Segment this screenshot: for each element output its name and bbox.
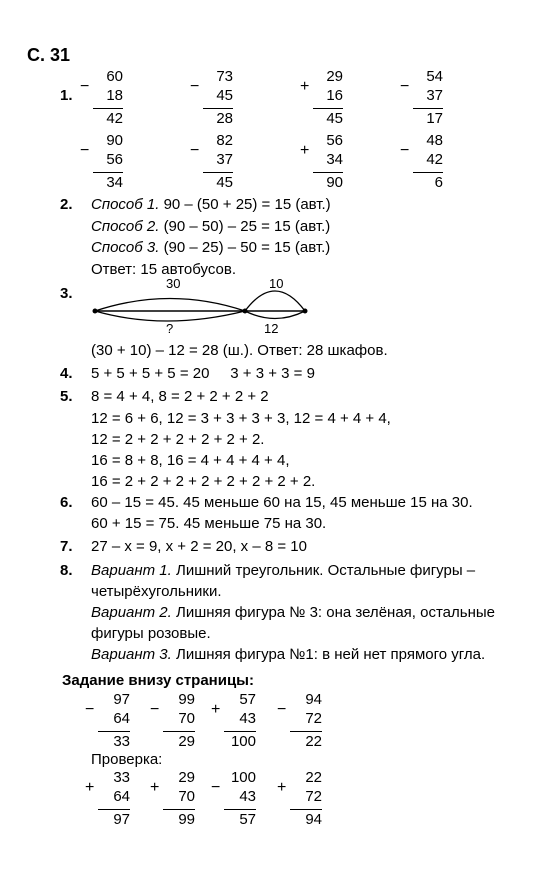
operand-top: 90 (106, 132, 123, 149)
result: 22 (305, 733, 322, 750)
result: 28 (216, 110, 233, 127)
operand-bottom: 42 (426, 151, 443, 168)
task-number: 1. (60, 87, 73, 104)
result: 29 (178, 733, 195, 750)
result: 42 (106, 110, 123, 127)
variant-label: Вариант 3. (91, 646, 172, 663)
result-line (163, 809, 195, 810)
operand-bottom: 72 (305, 710, 322, 727)
operand-bottom: 43 (239, 710, 256, 727)
point (93, 309, 98, 314)
result-line (163, 731, 195, 732)
result: 97 (113, 811, 130, 828)
solution-line: 8 = 4 + 4, 8 = 2 + 2 + 2 + 2 (91, 388, 269, 405)
task-number: 6. (60, 494, 73, 511)
operand-top: 29 (326, 68, 343, 85)
variant-text: Лишняя фигура № 3: она зелёная, остальные (175, 604, 495, 621)
variant-line (91, 647, 485, 662)
arc-30 (95, 299, 245, 312)
column-operation (190, 68, 233, 130)
operation-sign: + (300, 142, 310, 159)
operand-top: 60 (106, 68, 123, 85)
result-line (313, 172, 343, 173)
result-line (413, 172, 443, 173)
label-30: 30 (166, 276, 181, 291)
solution-line: 60 – 15 = 45. 45 меньше 60 на 15, 45 меньше 15 на 30. (91, 494, 473, 511)
arc-10 (245, 291, 305, 311)
answer-line: Ответ: 15 автобусов. (91, 261, 237, 278)
operand-bottom: 64 (113, 710, 130, 727)
result-line (224, 809, 256, 810)
variant-text: Лишний треугольник. Остальные фигуры – (175, 562, 476, 579)
operation-sign: + (211, 701, 221, 718)
variant-line (91, 605, 495, 620)
operand-bottom: 70 (178, 788, 195, 805)
column-operation (150, 691, 195, 753)
method-label: Способ 3. (91, 239, 160, 256)
result-line (290, 731, 322, 732)
operation-sign: − (400, 142, 410, 159)
operand-bottom: 56 (106, 151, 123, 168)
method-line (91, 219, 330, 234)
operand-bottom: 37 (426, 87, 443, 104)
result: 17 (426, 110, 443, 127)
solution-line: 60 + 15 = 75. 45 меньше 75 на 30. (91, 515, 327, 532)
segment-diagram (85, 276, 325, 336)
page-label: С. 31 (27, 45, 71, 65)
method-line (91, 197, 331, 212)
operand-bottom: 45 (216, 87, 233, 104)
result: 94 (305, 811, 322, 828)
operand-top: 56 (326, 132, 343, 149)
result-line (93, 108, 123, 109)
result-line (290, 809, 322, 810)
column-operation (211, 769, 256, 831)
operand-top: 33 (113, 769, 130, 786)
operand-top: 22 (305, 769, 322, 786)
operand-top: 29 (178, 769, 195, 786)
label-question: ? (166, 321, 174, 336)
arc-question (95, 311, 245, 321)
operand-bottom: 64 (113, 788, 130, 805)
column-operation (300, 68, 343, 130)
operand-top: 82 (216, 132, 233, 149)
method-expression: 90 – (50 + 25) = 15 (авт.) (163, 196, 331, 213)
operation-sign: − (80, 142, 90, 159)
column-operation (300, 132, 343, 194)
method-label: Способ 1. (91, 196, 160, 213)
column-operation (211, 691, 256, 753)
result: 99 (178, 811, 195, 828)
method-label: Способ 2. (91, 218, 160, 235)
operation-sign: − (80, 78, 90, 95)
column-operation (190, 132, 233, 194)
task-number: 8. (60, 562, 73, 579)
task-number: 3. (60, 285, 73, 302)
operand-bottom: 34 (326, 151, 343, 168)
result: 45 (326, 110, 343, 127)
variant-line: четырёхугольники. (91, 583, 222, 600)
result: 90 (326, 174, 343, 191)
operand-bottom: 72 (305, 788, 322, 805)
operand-top: 48 (426, 132, 443, 149)
operation-sign: − (277, 701, 287, 718)
result: 100 (230, 733, 256, 750)
result: 45 (216, 174, 233, 191)
operation-sign: − (190, 78, 200, 95)
solution-line: 16 = 2 + 2 + 2 + 2 + 2 + 2 + 2 + 2. (91, 473, 316, 490)
operand-bottom: 43 (239, 788, 256, 805)
column-operation (277, 691, 322, 753)
operand-top: 99 (178, 691, 195, 708)
result-line (413, 108, 443, 109)
operand-top: 73 (216, 68, 233, 85)
operand-top: 54 (426, 68, 443, 85)
column-operation (85, 691, 130, 753)
task-number: 5. (60, 388, 73, 405)
result: 33 (113, 733, 130, 750)
solution-line: (30 + 10) – 12 = 28 (ш.). Ответ: 28 шкафов. (91, 342, 388, 359)
operation-sign: − (211, 779, 221, 796)
task-number: 7. (60, 538, 73, 555)
column-operation (80, 132, 123, 194)
result-line (313, 108, 343, 109)
operation-sign: + (85, 779, 95, 796)
variant-line: фигуры розовые. (91, 625, 211, 642)
column-operation (277, 769, 322, 831)
check-label: Проверка: (91, 751, 163, 768)
bottom-task-title: Задание внизу страницы: (62, 672, 254, 689)
method-expression: (90 – 50) – 25 = 15 (авт.) (163, 218, 331, 235)
label-12: 12 (264, 321, 279, 336)
result-line (93, 172, 123, 173)
result: 57 (239, 811, 256, 828)
operation-sign: + (300, 78, 310, 95)
operand-bottom: 37 (216, 151, 233, 168)
result-line (203, 108, 233, 109)
task-number: 2. (60, 196, 73, 213)
operand-top: 94 (305, 691, 322, 708)
operand-bottom: 70 (178, 710, 195, 727)
operation-sign: − (150, 701, 160, 718)
solution-line: 16 = 8 + 8, 16 = 4 + 4 + 4 + 4, (91, 452, 290, 469)
variant-line (91, 563, 475, 578)
point (303, 309, 308, 314)
arc-12 (245, 311, 305, 319)
column-operation (400, 132, 443, 194)
operand-bottom: 18 (106, 87, 123, 104)
operand-top: 57 (239, 691, 256, 708)
solution-line: 5 + 5 + 5 + 5 = 20 3 + 3 + 3 = 9 (91, 365, 315, 382)
operation-sign: + (150, 779, 160, 796)
variant-text: Лишняя фигура №1: в ней нет прямого угла. (175, 646, 486, 663)
variant-label: Вариант 1. (91, 562, 172, 579)
column-operation (80, 68, 123, 130)
operation-sign: − (190, 142, 200, 159)
solution-line: 12 = 6 + 6, 12 = 3 + 3 + 3 + 3, 12 = 4 + 4 + 4, (91, 410, 391, 427)
variant-label: Вариант 2. (91, 604, 172, 621)
result-line (203, 172, 233, 173)
point (243, 309, 248, 314)
method-expression: (90 – 25) – 50 = 15 (авт.) (163, 239, 331, 256)
task-number: 4. (60, 365, 73, 382)
result-line (98, 731, 130, 732)
column-operation (85, 769, 130, 831)
label-10: 10 (269, 276, 284, 291)
solution-line: 12 = 2 + 2 + 2 + 2 + 2 + 2. (91, 431, 265, 448)
operand-top: 97 (113, 691, 130, 708)
result: 34 (106, 174, 123, 191)
result: 6 (434, 174, 443, 191)
operation-sign: + (277, 779, 287, 796)
operand-bottom: 16 (326, 87, 343, 104)
result-line (98, 809, 130, 810)
result-line (224, 731, 256, 732)
operand-top: 100 (230, 769, 256, 786)
column-operation (150, 769, 195, 831)
solution-line: 27 – x = 9, x + 2 = 20, x – 8 = 10 (91, 538, 307, 555)
method-line (91, 240, 330, 255)
operation-sign: − (85, 701, 95, 718)
column-operation (400, 68, 443, 130)
operation-sign: − (400, 78, 410, 95)
